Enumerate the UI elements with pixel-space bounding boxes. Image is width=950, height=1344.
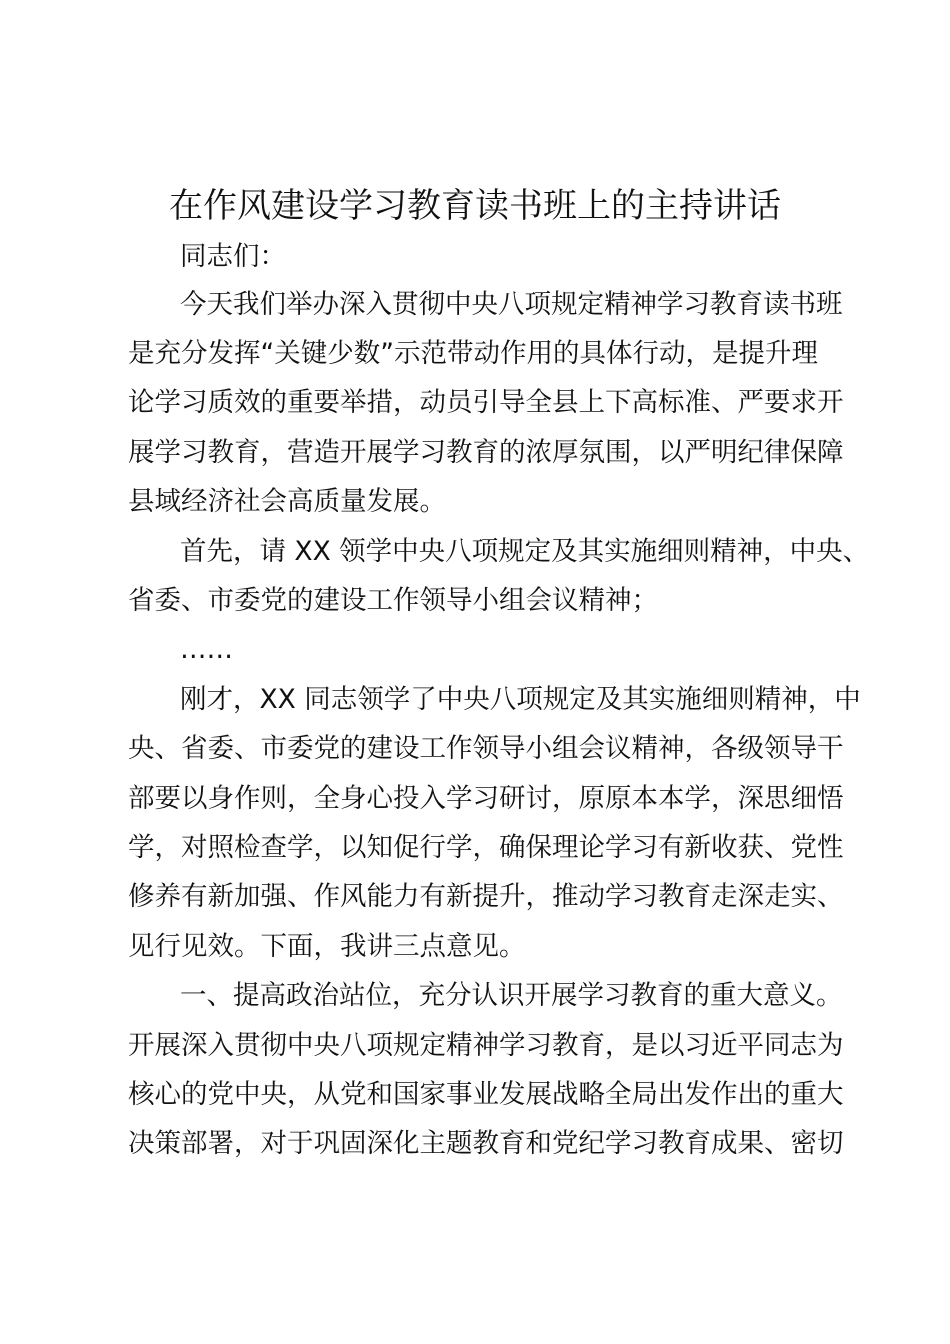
body-line: 首先，请 XX 领学中央八项规定及其实施细则精神，中央、 [180,536,870,567]
body-line: 部要以身作则，全身心投入学习研讨，原原本本学，深思细悟 [128,783,844,814]
body-line: 见行见效。下面，我讲三点意见。 [128,931,526,962]
body-line: 展学习教育，营造开展学习教育的浓厚氛围，以严明纪律保障 [128,437,844,468]
body-line: 省委、市委党的建设工作领导小组会议精神； [128,585,658,616]
body-line: 县域经济社会高质量发展。 [128,486,446,517]
body-line: 开展深入贯彻中央八项规定精神学习教育，是以习近平同志为 [128,1030,844,1061]
body-line: 学，对照检查学，以知促行学，确保理论学习有新收获、党性 [128,832,844,863]
section-heading: 一、提高政治站位，充分认识开展学习教育的重大意义。 [180,980,843,1011]
salutation: 同志们： [180,241,286,272]
body-line: 央、省委、市委党的建设工作领导小组会议精神，各级领导干 [128,733,844,764]
body-line: 决策部署，对于巩固深化主题教育和党纪学习教育成果、密切 [128,1128,844,1159]
body-line: 论学习质效的重要举措，动员引导全县上下高标准、严要求开 [128,387,844,418]
body-line: 刚才，XX 同志领学了中央八项规定及其实施细则精神，中 [180,684,861,715]
body-line: 是充分发挥“关键少数”示范带动作用的具体行动，是提升理 [128,338,818,369]
document-title: 在作风建设学习教育读书班上的主持讲话 [169,186,781,226]
body-line: 核心的党中央，从党和国家事业发展战略全局出发作出的重大 [128,1079,844,1110]
body-line: 今天我们举办深入贯彻中央八项规定精神学习教育读书班 [180,289,843,320]
body-line: 修养有新加强、作风能力有新提升，推动学习教育走深走实、 [128,881,844,912]
ellipsis-line: …… [180,634,233,665]
